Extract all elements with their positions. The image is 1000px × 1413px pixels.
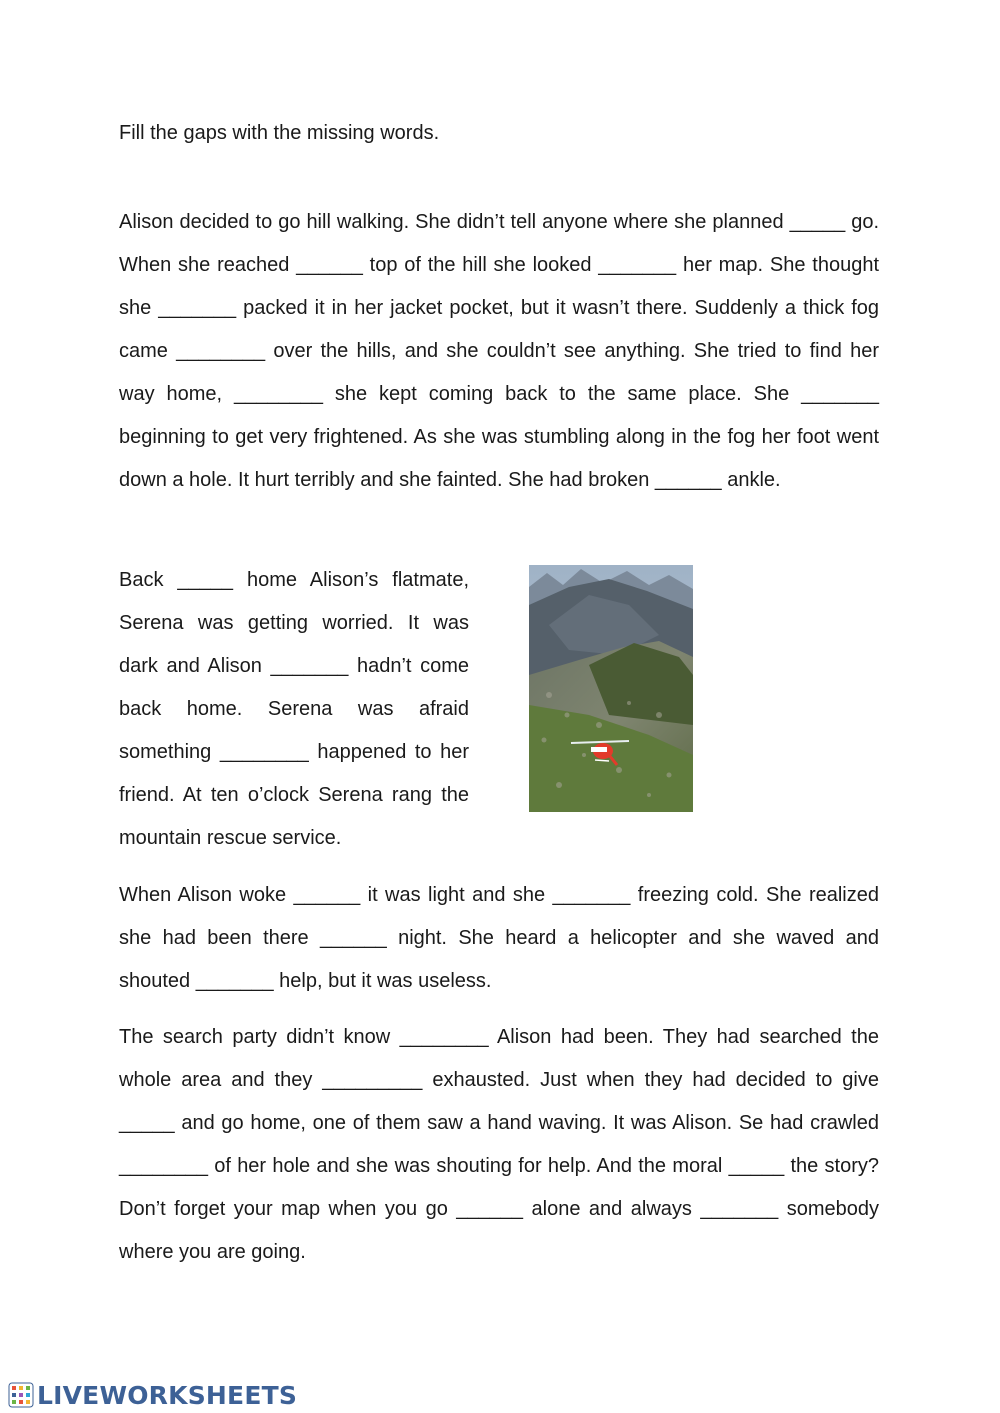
story-paragraph-3: When Alison woke ______ it was light and she _______ freezing cold. She realized she had been there ______ night. She heard a helicopter and she waved and shouted _______ help, but it was useless.: [119, 884, 879, 992]
story-paragraph-1: Alison decided to go hill walking. She didn’t tell anyone where she planned _____ go. When she reached ______ top of the hill she looked _______ her map. She thought she _______ packed it in her jacket pocket, but it wasn’t there. Suddenly a thick fog came ________ over the hills, and she couldn’t see anything. She tried to find her way home, ________ she kept coming back to the same place. She _______ beginning to get very frightened. As she was stumbling along in the fog her foot went down a hole. It hurt terribly and she fainted. She had broken ______ ankle.: [119, 211, 879, 491]
liveworksheets-logo-icon: [8, 1382, 34, 1408]
mountain-helicopter-photo: [529, 565, 693, 812]
brand-name: LIVEWORKSHEETS: [37, 1380, 298, 1410]
story-paragraph-4: The search party didn’t know ________ Alison had been. They had searched the whole area and they _________ exhausted. Just when they had decided to give _____ and go home, one of them saw a hand waving. It was Alison. Se had crawled ________ of her hole and she was shouting for help. And the moral _____ the story? Don’t forget your map when you go ______ alone and always _______ somebody where you are going.: [119, 1026, 879, 1263]
instruction-text: Fill the gaps with the missing words.: [119, 122, 440, 144]
footer-brand[interactable]: [8, 1380, 297, 1410]
story-paragraph-2: Back _____ home Alison’s flatmate, Serena was getting worried. It was dark and Alison _______ hadn’t come back home. Serena was afraid something ________ happened to her friend. At ten o’clock Serena rang the mountain rescue service.: [119, 569, 469, 849]
